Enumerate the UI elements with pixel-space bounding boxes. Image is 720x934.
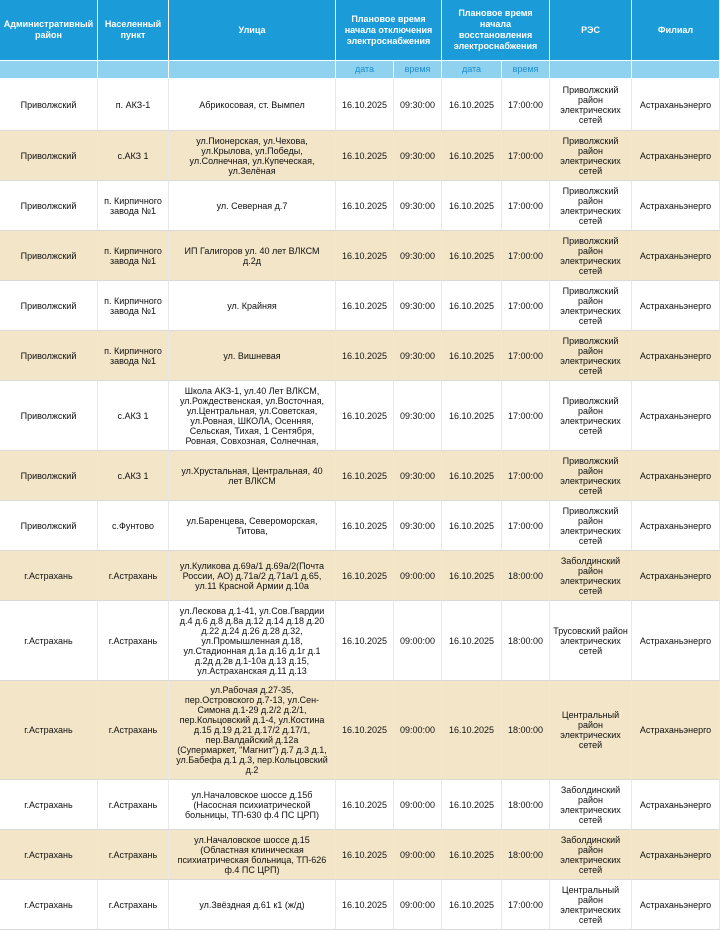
street-cell: Школа АКЗ-1, ул.40 Лет ВЛКСМ, ул.Рождественская, ул.Восточная, ул.Центральная, ул.Советская, ул.Ровная, ШКОЛА, Осенняя, Сельская, Тихая, 1 Сентября, Ровная, Совхозная, Солнечная, <box>169 381 336 451</box>
res-cell: Приволжский район электрических сетей <box>550 381 632 451</box>
settlement-cell: г.Астрахань <box>98 830 169 880</box>
settlement-cell: с.Фунтово <box>98 501 169 551</box>
branch-cell: Астраханьэнерго <box>632 551 720 601</box>
branch-cell: Астраханьэнерго <box>632 830 720 880</box>
res-cell: Заболдинский район электрических сетей <box>550 780 632 830</box>
district-cell: г.Астрахань <box>0 601 98 681</box>
branch-cell: Астраханьэнерго <box>632 880 720 930</box>
on-date-cell: 16.10.2025 <box>442 681 502 780</box>
off-time-cell: 09:30:00 <box>394 79 442 131</box>
branch-cell: Астраханьэнерго <box>632 501 720 551</box>
on-time-cell: 18:00:00 <box>502 601 550 681</box>
on-time-cell: 18:00:00 <box>502 681 550 780</box>
res-cell: Трусовский район электрических сетей <box>550 601 632 681</box>
off-date-cell: 16.10.2025 <box>336 281 394 331</box>
on-time-cell: 17:00:00 <box>502 451 550 501</box>
street-cell: ул.Началовское шоссе д.15б (Насосная психиатрической больницы, ТП-630 ф.4 ПС ЦРП) <box>169 780 336 830</box>
settlement-cell: г.Астрахань <box>98 551 169 601</box>
off-time-cell: 09:30:00 <box>394 231 442 281</box>
off-time-cell: 09:00:00 <box>394 601 442 681</box>
district-cell: Приволжский <box>0 381 98 451</box>
branch-cell: Астраханьэнерго <box>632 331 720 381</box>
table-row <box>0 601 720 681</box>
settlement-cell: п. Кирпичного завода №1 <box>98 181 169 231</box>
district-cell: Приволжский <box>0 451 98 501</box>
settlement-cell: с.АКЗ 1 <box>98 381 169 451</box>
branch-cell: Астраханьэнерго <box>632 451 720 501</box>
on-time-cell: 18:00:00 <box>502 780 550 830</box>
on-date-cell: 16.10.2025 <box>442 331 502 381</box>
off-time-cell: 09:00:00 <box>394 681 442 780</box>
street-cell: ул.Лескова д.1-41, ул.Сов.Гвардии д.4 д.6 д.8 д.8а д.12 д.14 д.18 д.20 д.22 д.24 д.26 д.28 д.32, ул.Промышленная д.18, ул.Стадионная д.1а д.16 д.1г д.1 д.2д д.2в д.1-10а д.13 д.15, ул.Астраханская д.11 д.13 <box>169 601 336 681</box>
on-time-cell: 17:00:00 <box>502 381 550 451</box>
off-date-subheader: дата <box>336 61 394 79</box>
res-header: РЭС <box>550 0 632 61</box>
off-time-header: Плановое время начала отключения электроснабжения <box>336 0 442 61</box>
on-time-cell: 17:00:00 <box>502 79 550 131</box>
on-date-cell: 16.10.2025 <box>442 501 502 551</box>
branch-cell: Астраханьэнерго <box>632 381 720 451</box>
street-cell: ул. Крайняя <box>169 281 336 331</box>
off-time-cell: 09:00:00 <box>394 880 442 930</box>
settlement-cell: г.Астрахань <box>98 780 169 830</box>
settlement-cell: п. Кирпичного завода №1 <box>98 281 169 331</box>
on-date-cell: 16.10.2025 <box>442 880 502 930</box>
on-date-cell: 16.10.2025 <box>442 551 502 601</box>
off-date-cell: 16.10.2025 <box>336 381 394 451</box>
branch-cell: Астраханьэнерго <box>632 131 720 181</box>
table-row <box>0 551 720 601</box>
table-row <box>0 181 720 231</box>
off-date-cell: 16.10.2025 <box>336 830 394 880</box>
off-time-cell: 09:30:00 <box>394 501 442 551</box>
res-cell: Заболдинский район электрических сетей <box>550 830 632 880</box>
off-date-cell: 16.10.2025 <box>336 131 394 181</box>
on-date-cell: 16.10.2025 <box>442 231 502 281</box>
subheader-empty <box>550 61 632 79</box>
off-time-cell: 09:30:00 <box>394 181 442 231</box>
res-cell: Приволжский район электрических сетей <box>550 79 632 131</box>
branch-cell: Астраханьэнерго <box>632 601 720 681</box>
off-time-cell: 09:00:00 <box>394 551 442 601</box>
street-cell: ул.Рабочая д.27-35, пер.Островского д.7-13, ул.Сен-Симона д.1-29 д.2/2 д.2/1, пер.Кольцовский д.1-4, ул.Костина д.15 д.19 д.21 д.17/2 д.17/1, пер.Валдайский д.12а (Супермаркет, "Магнит") д.7 д.3 д.1, ул.Бабефа д.1 д.3, пер.Кольцовский д.2 <box>169 681 336 780</box>
off-date-cell: 16.10.2025 <box>336 601 394 681</box>
street-cell: ул. Вишневая <box>169 331 336 381</box>
settlement-cell: п. Кирпичного завода №1 <box>98 331 169 381</box>
off-date-cell: 16.10.2025 <box>336 331 394 381</box>
district-cell: Приволжский <box>0 79 98 131</box>
res-cell: Центральный район электрических сетей <box>550 880 632 930</box>
settlement-cell: п. Кирпичного завода №1 <box>98 231 169 281</box>
res-cell: Заболдинский район электрических сетей <box>550 551 632 601</box>
off-time-cell: 09:30:00 <box>394 451 442 501</box>
off-time-cell: 09:00:00 <box>394 780 442 830</box>
subheader-empty <box>632 61 720 79</box>
on-time-cell: 17:00:00 <box>502 131 550 181</box>
table-row <box>0 331 720 381</box>
subheader-empty <box>0 61 98 79</box>
off-date-cell: 16.10.2025 <box>336 501 394 551</box>
on-time-cell: 17:00:00 <box>502 331 550 381</box>
off-date-cell: 16.10.2025 <box>336 451 394 501</box>
branch-cell: Астраханьэнерго <box>632 780 720 830</box>
on-date-cell: 16.10.2025 <box>442 451 502 501</box>
on-date-cell: 16.10.2025 <box>442 131 502 181</box>
res-cell: Приволжский район электрических сетей <box>550 451 632 501</box>
settlement-cell: г.Астрахань <box>98 681 169 780</box>
table-row <box>0 381 720 451</box>
street-cell: ул.Куликова д.69а/1 д.69а/2(Почта России, АО) д.71а/2 д.71а/1 д.65, ул.11 Красной Армии д.10а <box>169 551 336 601</box>
table-body <box>0 79 720 930</box>
table-row <box>0 501 720 551</box>
on-time-cell: 18:00:00 <box>502 551 550 601</box>
on-time-cell: 17:00:00 <box>502 281 550 331</box>
street-cell: ул.Хрустальная, Центральная, 40 лет ВЛКСМ <box>169 451 336 501</box>
branch-cell: Астраханьэнерго <box>632 681 720 780</box>
district-cell: Приволжский <box>0 501 98 551</box>
off-time-cell: 09:30:00 <box>394 331 442 381</box>
district-cell: г.Астрахань <box>0 780 98 830</box>
off-date-cell: 16.10.2025 <box>336 79 394 131</box>
settlement-cell: с.АКЗ 1 <box>98 131 169 181</box>
table-header <box>0 0 720 79</box>
on-time-subheader: время <box>502 61 550 79</box>
district-cell: Приволжский <box>0 231 98 281</box>
street-header: Улица <box>169 0 336 61</box>
branch-cell: Астраханьэнерго <box>632 281 720 331</box>
settlement-cell: п. АКЗ-1 <box>98 79 169 131</box>
res-cell: Приволжский район электрических сетей <box>550 231 632 281</box>
district-header: Административный район <box>0 0 98 61</box>
on-date-cell: 16.10.2025 <box>442 381 502 451</box>
branch-cell: Астраханьэнерго <box>632 231 720 281</box>
off-time-subheader: время <box>394 61 442 79</box>
settlement-cell: г.Астрахань <box>98 880 169 930</box>
district-cell: г.Астрахань <box>0 830 98 880</box>
street-cell: Абрикосовая, ст. Вымпел <box>169 79 336 131</box>
res-cell: Приволжский район электрических сетей <box>550 501 632 551</box>
street-cell: ИП Галигоров ул. 40 лет ВЛКСМ д.2д <box>169 231 336 281</box>
on-time-cell: 17:00:00 <box>502 231 550 281</box>
on-time-cell: 17:00:00 <box>502 501 550 551</box>
district-cell: Приволжский <box>0 331 98 381</box>
off-time-cell: 09:00:00 <box>394 830 442 880</box>
off-time-cell: 09:30:00 <box>394 131 442 181</box>
table-row <box>0 79 720 131</box>
off-time-cell: 09:30:00 <box>394 381 442 451</box>
street-cell: ул. Северная д.7 <box>169 181 336 231</box>
off-date-cell: 16.10.2025 <box>336 551 394 601</box>
district-cell: Приволжский <box>0 131 98 181</box>
on-time-cell: 18:00:00 <box>502 830 550 880</box>
off-time-cell: 09:30:00 <box>394 281 442 331</box>
on-time-cell: 17:00:00 <box>502 880 550 930</box>
table-row <box>0 830 720 880</box>
table-row <box>0 231 720 281</box>
on-time-cell: 17:00:00 <box>502 181 550 231</box>
on-date-cell: 16.10.2025 <box>442 79 502 131</box>
street-cell: ул.Пионерская, ул.Чехова, ул.Крылова, ул.Победы, ул.Солнечная, ул.Купеческая, ул.Зелёная <box>169 131 336 181</box>
on-date-cell: 16.10.2025 <box>442 181 502 231</box>
res-cell: Приволжский район электрических сетей <box>550 281 632 331</box>
off-date-cell: 16.10.2025 <box>336 181 394 231</box>
table-row <box>0 451 720 501</box>
subheader-empty <box>169 61 336 79</box>
on-date-cell: 16.10.2025 <box>442 780 502 830</box>
res-cell: Центральный район электрических сетей <box>550 681 632 780</box>
district-cell: г.Астрахань <box>0 681 98 780</box>
res-cell: Приволжский район электрических сетей <box>550 181 632 231</box>
on-date-cell: 16.10.2025 <box>442 830 502 880</box>
on-date-subheader: дата <box>442 61 502 79</box>
branch-cell: Астраханьэнерго <box>632 181 720 231</box>
off-date-cell: 16.10.2025 <box>336 780 394 830</box>
off-date-cell: 16.10.2025 <box>336 681 394 780</box>
table-row <box>0 281 720 331</box>
street-cell: ул.Звёздная д.61 к1 (ж/д) <box>169 880 336 930</box>
settlement-cell: с.АКЗ 1 <box>98 451 169 501</box>
off-date-cell: 16.10.2025 <box>336 880 394 930</box>
street-cell: ул.Баренцева, Североморская, Титова, <box>169 501 336 551</box>
branch-cell: Астраханьэнерго <box>632 79 720 131</box>
street-cell: ул.Началовское шоссе д.15 (Областная клиническая психиатрическая больница, ТП-626 ф.4 ПС ЦРП) <box>169 830 336 880</box>
table-row <box>0 681 720 780</box>
off-date-cell: 16.10.2025 <box>336 231 394 281</box>
settlement-header: Населенный пункт <box>98 0 169 61</box>
district-cell: г.Астрахань <box>0 551 98 601</box>
table-row <box>0 131 720 181</box>
on-date-cell: 16.10.2025 <box>442 281 502 331</box>
district-cell: Приволжский <box>0 181 98 231</box>
table-row <box>0 880 720 930</box>
district-cell: г.Астрахань <box>0 880 98 930</box>
on-date-cell: 16.10.2025 <box>442 601 502 681</box>
subheader-empty <box>98 61 169 79</box>
branch-header: Филиал <box>632 0 720 61</box>
res-cell: Приволжский район электрических сетей <box>550 131 632 181</box>
district-cell: Приволжский <box>0 281 98 331</box>
settlement-cell: г.Астрахань <box>98 601 169 681</box>
table-row <box>0 780 720 830</box>
res-cell: Приволжский район электрических сетей <box>550 331 632 381</box>
on-time-header: Плановое время начала восстановления электроснабжения <box>442 0 550 61</box>
